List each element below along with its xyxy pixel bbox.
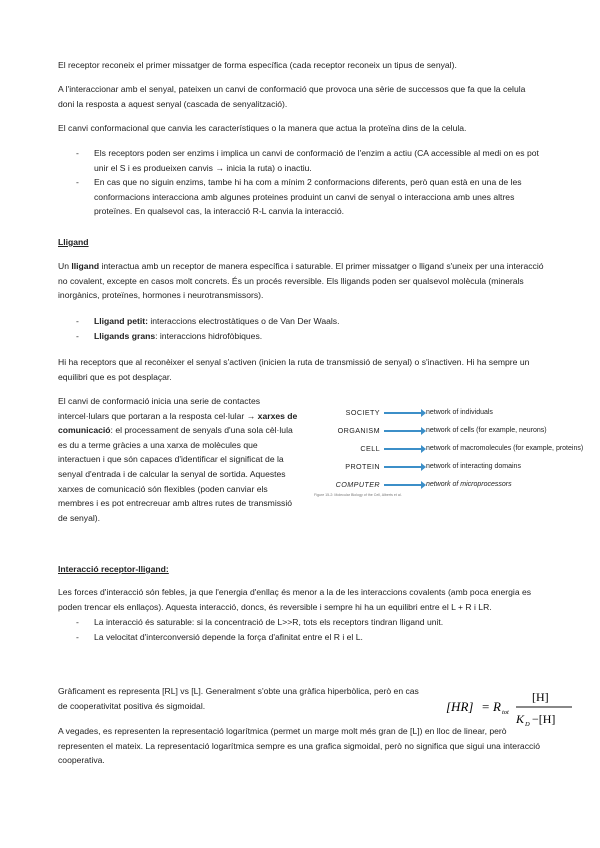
paragraph-logarithmic: A vegades, es representen la representació logarítmica (permet un marge molt més gran de [L]) en lloc de linear, però representen el mateix. La representació logarítmica sempre es una grafica sigmoidal, però no significa que sigui una interacció cooperativa. bbox=[58, 726, 540, 766]
arrow-icon bbox=[384, 466, 422, 468]
diagram-desc: network of cells (for example, neurons) bbox=[426, 427, 547, 434]
paragraph-interaction-forces: Les forces d'interacció són febles, ja que l'energia d'enllaç és menor a la de les interaccions covalents (amb poca energia es poden trencar els enllaços). Aquesta interacció, doncs, és reversible i sempre hi ha un equilibri entre el L + R i LR. bbox=[58, 587, 532, 612]
formula-den-rest: −[H] bbox=[532, 712, 556, 726]
arrow-icon bbox=[384, 448, 422, 450]
paragraph-receptor-specificity: El receptor reconeix el primer missatger de forma específica (cada receptor reconeix un tipus de senyal). bbox=[58, 60, 457, 70]
formula-r: R bbox=[493, 699, 501, 714]
heading-interaccio: Interacció receptor-lligand: bbox=[58, 564, 169, 574]
formula-equals: = bbox=[482, 699, 490, 714]
diagram-desc: network of individuals bbox=[426, 409, 493, 416]
formula-numerator: [H] bbox=[532, 690, 549, 704]
list-item: - Els receptors poden ser enzims i implica un canvi de conformació de l'enzim a actiu (CA accessible al medi on es pot unir el S i es produeixen canvis → inicia la ruta) o inactiu. bbox=[58, 146, 544, 175]
diagram-label: PROTEIN bbox=[345, 462, 380, 471]
formula-r-sub: tot bbox=[502, 709, 509, 716]
paragraph-conformational-change: El canvi conformacional que canvia les característiques o la manera que actua la proteïna dins de la celula. bbox=[58, 123, 467, 133]
diagram-source: Figure 15-2: Molecular Biology of the Cell, Alberts et al. bbox=[314, 493, 402, 497]
diagram-label: SOCIETY bbox=[345, 408, 380, 417]
formula-den-k: K bbox=[516, 712, 525, 726]
paragraph-graph: Gràficament es representa [RL] vs [L]. Generalment s'obte una gràfica hiperbòlica, però en cas de cooperativitat positiva és sigmoidal. bbox=[58, 686, 419, 711]
formula-lhs: [HR] bbox=[446, 699, 474, 714]
arrow-icon bbox=[384, 430, 422, 432]
list-item: - La interacció és saturable: si la concentració de L>>R, tots els receptors tindran lligand unit. bbox=[58, 615, 544, 630]
list-item: - Lligands grans: interaccions hidrofòbiques. bbox=[58, 329, 544, 344]
list-item: - Lligand petit: interaccions electrostàtiques o de Van Der Waals. bbox=[58, 314, 544, 329]
list-item: - La velocitat d'interconversió depende la força d'afinitat entre el R i el L. bbox=[58, 630, 544, 645]
diagram-row-computer bbox=[308, 479, 598, 491]
diagram-row-cell bbox=[308, 443, 598, 455]
diagram-row-society bbox=[308, 407, 598, 419]
formula-den-sub: D bbox=[525, 721, 530, 728]
paragraph-lligand-intro: Un lligand interactua amb un receptor de manera específica i saturable. El primer missatger o lligand s'uneix per una interacció no covalent, excepte en casos molt concrets. És un procés reversible. Els lligands poden ser qualsevol molècula (minerals inorgànics, proteïnes, hormones i neurotransmissors). bbox=[58, 261, 544, 301]
diagram-label: COMPUTER bbox=[335, 480, 380, 489]
arrow-icon bbox=[384, 412, 422, 414]
diagram-desc: network of microprocessors bbox=[426, 481, 512, 488]
heading-lligand: Lligand bbox=[58, 237, 89, 247]
paragraph-network-wrap: El canvi de conformació inicia una serie de contactes intercel·lulars que portaran a la resposta cel·lular → xarxes de comunicació: el processament de senyals d'una sola cèl·lula es du a terme gràcies a una xarxa de molècules que interactuen i que són capaces d'identificar el significat de la senyal d'entrada i de calcular la senyal de sortida. Aquestes xarxes de comunicació són flexibles (poden canviar els membres i es pot entrecreuar amb altres rutes de transmissió de senyal). bbox=[58, 396, 298, 523]
diagram-desc: network of macromolecules (for example, proteins) bbox=[426, 445, 584, 452]
interaction-properties-list bbox=[58, 615, 544, 644]
list-item: - En cas que no siguin enzims, tambe hi ha com a mínim 2 conformacions diferents, però quan està en una de les conformacions interacciona amb algunes proteines produint un canvi de senyal o interacciona amb unes altres proteïnes. En qualsevol cas, la interacció R-L canvia la interacció. bbox=[58, 175, 544, 219]
diagram-label: CELL bbox=[360, 444, 380, 453]
receptor-types-list bbox=[58, 146, 544, 219]
binding-equation bbox=[446, 687, 576, 729]
arrow-icon bbox=[384, 484, 422, 486]
diagram-row-organism bbox=[308, 425, 598, 437]
diagram-row-protein bbox=[308, 461, 598, 473]
communication-networks-diagram bbox=[308, 405, 598, 497]
lligand-size-list bbox=[58, 314, 544, 343]
paragraph-conformation-change: A l'interaccionar amb el senyal, pateixen un canvi de conformació que provoca una sèrie de successos que fa que la celula doni la resposta a aquest senyal (cascada de senyalització). bbox=[58, 84, 526, 109]
paragraph-receptor-activation: Hi ha receptors que al reconèixer el senyal s'activen (inicien la ruta de transmissió de senyal) o s'inactiven. Hi ha sempre un equilibri que es pot desplaçar. bbox=[58, 357, 530, 382]
diagram-desc: network of interacting domains bbox=[426, 463, 521, 470]
diagram-label: ORGANISM bbox=[337, 426, 380, 435]
